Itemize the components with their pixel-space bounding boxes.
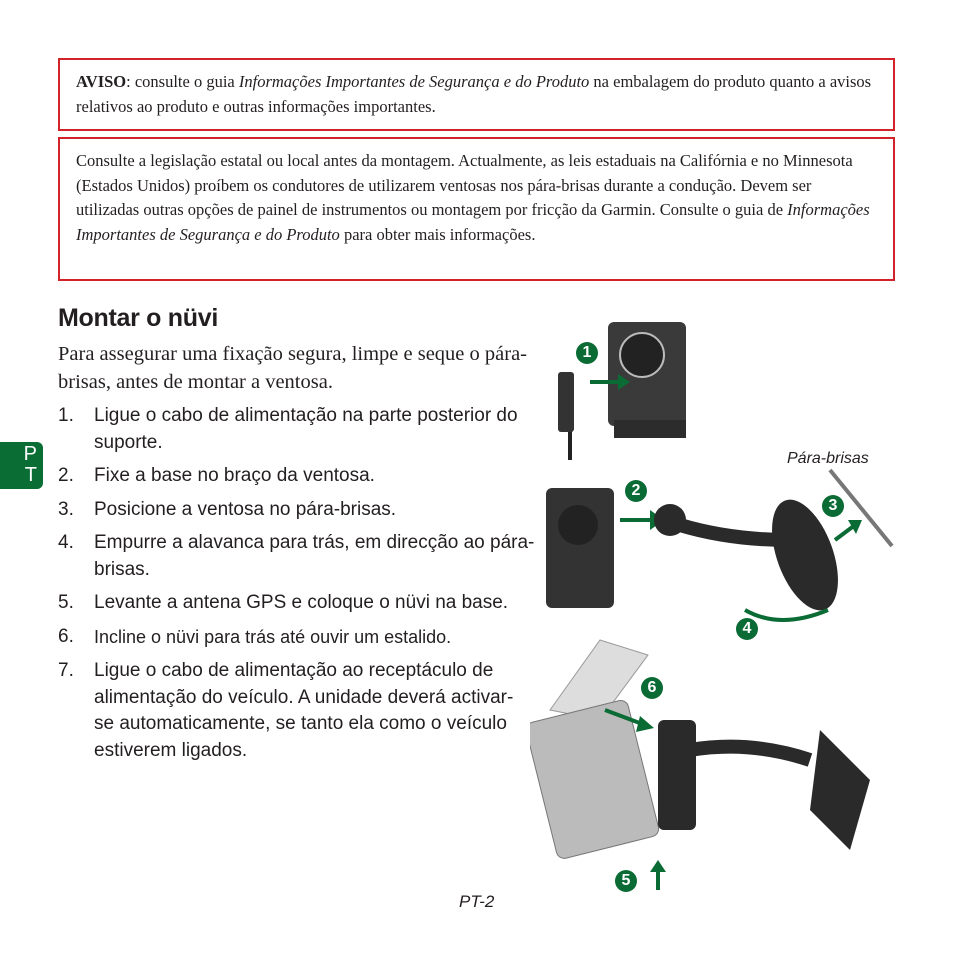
step-badge-4: 4 <box>736 618 758 640</box>
notice-guide-title: Informações Importantes de Segurança e do Produto <box>238 72 590 91</box>
step-badge-6: 6 <box>641 677 663 699</box>
notice-text: : consulte o guia <box>126 72 239 91</box>
section-title: Montar o nüvi <box>58 304 218 332</box>
step-number: 5. <box>58 592 74 613</box>
step-number: 1. <box>58 405 74 426</box>
step-text: Empurre a alavanca para trás, em direcção ao pára-brisas. <box>94 532 535 580</box>
step-text: Ligue o cabo de alimentação na parte posterior do suporte. <box>94 405 518 453</box>
list-item <box>58 658 558 764</box>
legal-guide-title: Informações Importantes de Segurança e do Produto <box>76 200 870 244</box>
section-intro: Para assegurar uma fixação segura, limpe e seque o pára-brisas, antes de montar a ventosa. <box>58 343 528 393</box>
notice-text-end: na embalagem do produto quanto a avisos relativos ao produto e outras informações importantes. <box>76 72 872 116</box>
step-text: Ligue o cabo de alimentação ao receptáculo de alimentação do veículo. A unidade deverá activar-se automaticamente, se tanto ela como o veículo estiverem ligados. <box>94 660 514 761</box>
step-badge-1: 1 <box>576 342 598 364</box>
nuvi-device-image <box>530 640 870 890</box>
step-badge-3: 3 <box>822 495 844 517</box>
list-item <box>58 497 558 524</box>
step-number: 4. <box>58 532 74 553</box>
cradle-power-cable-image <box>558 322 686 460</box>
language-tab <box>0 442 43 489</box>
step-text: Fixe a base no braço da ventosa. <box>94 465 375 486</box>
steps-list <box>58 403 558 771</box>
mounting-illustration <box>530 310 910 890</box>
step-number: 2. <box>58 465 74 486</box>
step-text: Posicione a ventosa no pára-brisas. <box>94 498 397 520</box>
legal-text: Consulte a legislação estatal ou local antes da montagem. Actualmente, as leis estaduais na Califórnia e no Minnesota (Estados Unidos) proíbem os condutores de utilizarem ventosas nos pára-brisas durante a condução. Devem ser utilizadas outras opções de painel de instrumentos ou montagem por fricção da Garmin. Consulte o guia de <box>76 151 853 219</box>
list-item <box>58 463 558 490</box>
suction-mount-image <box>546 470 892 620</box>
legal-text-end: para obter mais informações. <box>339 224 536 244</box>
step-number: 6. <box>58 625 74 647</box>
notice-label: AVISO <box>76 72 127 91</box>
list-item <box>58 530 558 583</box>
legal-notice-box <box>58 137 895 281</box>
step-number: 7. <box>58 660 74 681</box>
step-badge-5: 5 <box>615 870 637 892</box>
list-item <box>58 590 558 617</box>
list-item <box>58 403 558 456</box>
step-number: 3. <box>58 498 74 520</box>
page-number: PT-2 <box>459 892 495 911</box>
list-item <box>58 624 558 652</box>
step-text: Incline o nüvi para trás até ouvir um estalido. <box>94 626 452 647</box>
windshield-label: Pára-brisas <box>787 450 869 467</box>
step-text: Levante a antena GPS e coloque o nüvi na base. <box>94 592 509 613</box>
warning-notice-box <box>58 58 895 131</box>
step-badge-2: 2 <box>625 480 647 502</box>
tab-letter: T <box>24 464 37 486</box>
tab-letter: P <box>23 443 37 465</box>
